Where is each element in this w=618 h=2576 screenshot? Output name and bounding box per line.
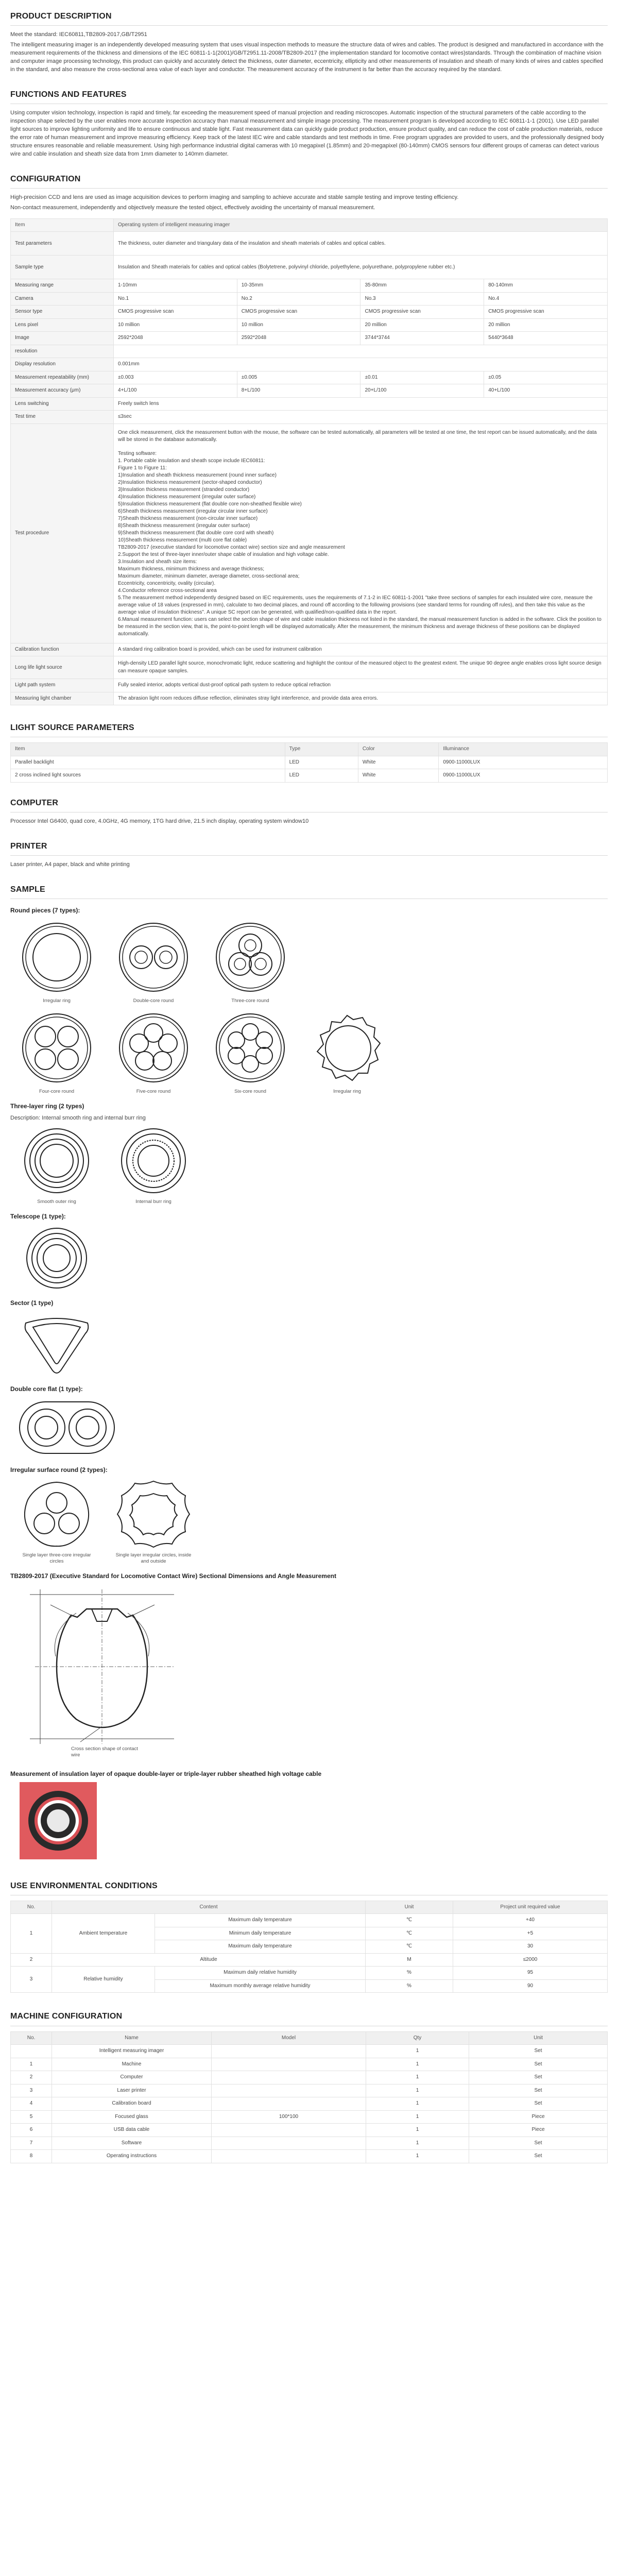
computer-body: Processor Intel G6400, quad core, 4.0GHz, 4G memory, 1TG hard drive, 21.5 inch display, operating system window10 [10,818,309,825]
procedure-line: 5)Insulation thickness measurement (flat double core non-sheathed flexible wire) [118,501,302,507]
irregular-surface-title: Irregular surface round (2 types): [10,1466,108,1474]
double-core-flat-row [15,1397,608,1459]
env-unit: % [366,1967,453,1980]
repeatability-cell: ±0.003 [114,371,237,384]
machine-cell [212,2137,366,2150]
test-procedure-label: Test procedure [11,423,114,643]
env-value: +40 [453,1914,608,1927]
light-cell: LED [285,769,358,783]
display-resolution-value: 0.001mm [114,358,608,371]
irregular-in-out-figure [112,1478,195,1550]
machine-config-title: MACHINE CONFIGURATION [10,2007,608,2026]
machine-cell [212,2084,366,2097]
env-content: Maximum daily relative humidity [155,1967,366,1980]
sensor-cell: CMOS progressive scan [360,306,484,319]
machine-cell: Set [469,2045,608,2058]
procedure-line: Eccentricity, concentricity, ovality (circular). [118,580,216,586]
product-description-body: The intelligent measuring imager is an independently developed measuring system that uses visual inspection methods to measure the structure data of wires and cables. The product is designed and manufactured in accordance with the measurement requirements of the thickness and dimensions of the IEC 60811-1-1(2001)/GB/T2951.11-2008/TB2809-2017 (the implementation standard for locomotive contact wires)standards. Through the combination of machine vision and computer image processing technology, this product can quickly and accurately detect the thickness, outer diameter, eccentricity, ellipticity and other measurements of insulation and sheath of many kinds of wires and cables specified in the standard, and also measure the cross-sectional area value of each layer and conductor. The measurement accuracy of the instrument is far better than the accuracy required by the standard. [10,42,604,73]
sample-figure [15,919,98,1004]
test-procedure-value [114,423,608,643]
image-cell: 2592*2048 [114,332,237,345]
figure-caption: Irregular ring [333,1089,361,1095]
machine-cell: Software [52,2137,212,2150]
machine-cell: Set [469,2058,608,2071]
standards-line: Meet the standard: IEC60811,TB2809-2017,GB/T2951 [10,31,147,38]
machine-row [11,2097,608,2111]
contact-wire-figure-wrap [20,1584,608,1759]
environment-title: USE ENVIRONMENTAL CONDITIONS [10,1877,608,1895]
environment-section [10,1877,608,1993]
machine-row [11,2150,608,2163]
machine-cell: 100*100 [212,2110,366,2124]
sample-figure [15,1125,98,1205]
env-header: Content [52,1901,366,1914]
figure-caption: Three-core round [231,997,269,1004]
measurement-title: Measurement of insulation layer of opaque double-layer or triple-layer rubber sheathed high voltage cable [10,1770,322,1778]
machine-cell: 3 [11,2084,52,2097]
machine-row [11,2045,608,2058]
light-path-value: Fully sealed interior, adopts vertical dust-proof optical path system to reduce optical refraction [114,679,608,692]
machine-cell: 7 [11,2137,52,2150]
machine-row [11,2071,608,2084]
light-cell: LED [285,756,358,769]
procedure-line: 1. Portable cable insulation and sheath scope include IEC60811: [118,457,265,464]
long-life-value: High-density LED parallel light source, monochromatic light, reduce scattering and highlight the contour of the measured object to the greatest extent. The unique 90 degree angle enables cross light source design can measure opaque samples. [114,656,608,679]
image-cell: 5440*3648 [484,332,608,345]
machine-cell: Focused glass [52,2110,212,2124]
env-no: 3 [11,1967,52,1993]
machine-cell: 6 [11,2124,52,2137]
env-unit: % [366,1979,453,1993]
sample-figure [112,919,195,1004]
light-cell: White [358,756,439,769]
measuring-range-cell: 1-10mm [114,279,237,293]
platform-value: The abrasion light room reduces diffuse reflection, eliminates stray light interference, and provide data area errors. [114,692,608,705]
env-group-label: Relative humidity [52,1967,155,1993]
sector-title: Sector (1 type) [10,1299,54,1307]
figure-caption: Smooth outer ring [37,1198,76,1205]
machine-header: Name [52,2031,212,2045]
procedure-line: Maximum diameter, minimum diameter, average diameter, cross-sectional area; [118,573,300,579]
accuracy-label: Measurement accuracy (μm) [11,384,114,398]
machine-cell [212,2097,366,2111]
sample-figure [112,1009,195,1095]
camera-cell: No.4 [484,292,608,306]
printer-body: Laser printer, A4 paper, black and white printing [10,861,130,868]
procedure-line: 10)Sheath thickness measurement (multi core flat cable) [118,537,247,543]
irregular-ring-2-figure [306,1009,388,1087]
config-header-value: Operating system of intelligent measuring imager [114,218,608,232]
machine-cell [11,2045,52,2058]
camera-cell: No.2 [237,292,360,306]
measuring-range-cell: 10-35mm [237,279,360,293]
sample-figure [15,1478,98,1565]
accuracy-cell: 4+L/100 [114,384,237,398]
irregular-surface-row [15,1478,608,1565]
internal-burr-ring-figure [112,1125,195,1197]
sensor-cell: CMOS progressive scan [114,306,237,319]
accuracy-cell: 40+L/100 [484,384,608,398]
machine-cell: 5 [11,2110,52,2124]
platform-label: Measuring light chamber [11,692,114,705]
lens-cell: 20 million [484,318,608,332]
machine-row [11,2110,608,2124]
light-header: Illuminance [439,743,608,756]
machine-cell: 1 [366,2150,469,2163]
camera-cell: No.3 [360,292,484,306]
configuration-intro-2: Non-contact measurement, independently and objectively measure the tested object, effectively avoiding the uncertainty of manual measurement. [10,204,375,211]
functions-body: Using computer vision technology, inspection is rapid and timely, far exceeding the measurement speed of manual projection and reading microscopes. Automatic inspection of the structural parameters of the cable according to the inspection shape selected by the user enables more accurate inspection accuracy than manual measurement and simple image processing. The measurement program is developed according to IEC 60811-1-1 (2001). Use LED parallel light sources to improve lighting uniformity and life to ensure continuous and stable light. Fast measurement data can quickly guide product production, ensure product quality, and can reduce the cost of cable production materials, reduce the error rate of human measurement and improve measuring efficiency. Keep track of the latest IEC wire and cable standards and test methods in time. Free program upgrades are provided to users, and the professionally designed body structure ensures reasonable and reliable measurement. Using high performance industrial digital cameras with 10 megapixel (1.85mm) and 20-megapixel (80-140mm) CMOS sensors four different groups of cameras can detect various wire and cable insulation and sheath size data from 1mm diameter to 140mm diameter. [10,110,604,157]
machine-cell: Laser printer [52,2084,212,2097]
procedure-line: 9)Sheath thickness measurement (flat double core cord with sheath) [118,530,274,536]
high-voltage-cable-figure [20,1782,97,1859]
round-row-2 [15,1009,608,1095]
env-unit: ℃ [366,1914,453,1927]
procedure-line: Maximum thickness, minimum thickness and average thickness; [118,566,264,572]
machine-cell: Calibration board [52,2097,212,2111]
machine-row [11,2137,608,2150]
machine-cell: Set [469,2137,608,2150]
camera-cell: No.1 [114,292,237,306]
measuring-range-cell: 35-80mm [360,279,484,293]
sample-figure [112,1478,195,1565]
sample-figure [15,1009,98,1095]
camera-label: Camera [11,292,114,306]
procedure-line: 7)Sheath thickness measurement (non-circular inner surface) [118,515,258,521]
telescope-title: Telescope (1 type): [10,1213,66,1221]
lens-cell: 10 million [114,318,237,332]
repeatability-cell: ±0.01 [360,371,484,384]
test-params-label: Test parameters [11,232,114,256]
printer-section [10,837,608,869]
machine-config-table [10,2031,608,2163]
resolution-label: resolution [11,345,114,358]
machine-cell: Set [469,2150,608,2163]
environment-table [10,1901,608,1993]
five-core-round-figure [112,1009,195,1087]
procedure-line: 3)Insulation thickness measurement (stranded conductor) [118,486,250,493]
double-core-flat-figure [15,1397,118,1459]
machine-cell: 1 [366,2110,469,2124]
machine-cell: 1 [366,2137,469,2150]
machine-cell: USB data cable [52,2124,212,2137]
computer-title: COMPUTER [10,794,608,812]
sample-type-value: Insulation and Sheath materials for cables and optical cables (Bolytetrene, polyvinyl chloride, polyethylene, polyurethane, polypropylene rubber etc.) [114,256,608,279]
computer-section [10,794,608,826]
three-core-round-figure [209,919,291,996]
machine-cell: Set [469,2071,608,2084]
product-description-section [10,7,608,74]
image-label: Image [11,332,114,345]
procedure-line: 6.Manual measurement function: users can select the section shape of wire and cable insulation thickness not listed in the standard, the manual measurement function is added in the software. Click the position to be measured in the section view, that is, the point-to-point length will be displayed automatically. After the measurement, the minimum thickness and average thickness of these positions can be displayed automatically. [118,616,602,637]
env-header: Unit [366,1901,453,1914]
machine-cell: Computer [52,2071,212,2084]
env-no: 2 [11,1953,52,1967]
env-content: Minimum daily temperature [155,1927,366,1940]
machine-cell: Set [469,2097,608,2111]
procedure-line: 2.Support the test of three-layer inner/outer shape cable of insulation and high voltage cable. [118,551,329,557]
machine-config-section [10,2007,608,2163]
irregular-ring-figure [15,919,98,996]
sample-figure [112,1125,195,1205]
contact-wire-caption: Cross section shape of contact wire [71,1745,138,1758]
procedure-line: 6)Sheath thickness measurement (irregular circular inner surface) [118,508,268,514]
env-value: 95 [453,1967,608,1980]
light-source-section [10,719,608,783]
machine-cell: Piece [469,2124,608,2137]
calibration-label: Calibration function [11,643,114,656]
light-source-table [10,742,608,783]
image-cell: 3744*3744 [360,332,484,345]
sample-figure [209,919,291,1004]
machine-cell: 1 [366,2124,469,2137]
sample-figure [209,1009,291,1095]
light-cell: White [358,769,439,783]
telescope-row [15,1225,608,1292]
round-pieces-title: Round pieces (7 types): [10,907,80,914]
env-unit: ℃ [366,1927,453,1940]
sample-figure [306,1009,388,1095]
machine-cell: Intelligent measuring imager [52,2045,212,2058]
env-no: 1 [11,1914,52,1954]
measurement-figure-wrap [20,1782,608,1862]
four-core-round-figure [15,1009,98,1087]
procedure-line: Testing software: [118,450,157,456]
measuring-range-label: Measuring range [11,279,114,293]
six-core-round-figure [209,1009,291,1087]
sample-title: SAMPLE [10,880,608,899]
repeatability-cell: ±0.005 [237,371,360,384]
configuration-table [10,218,608,706]
procedure-line: 1)Insulation and sheath thickness measurement (round inner surface) [118,472,277,478]
sensor-cell: CMOS progressive scan [237,306,360,319]
machine-cell: 8 [11,2150,52,2163]
figure-caption: Internal burr ring [135,1198,171,1205]
double-core-round-figure [112,919,195,996]
figure-caption: Irregular ring [43,997,71,1004]
machine-header: Unit [469,2031,608,2045]
lens-label: Lens pixel [11,318,114,332]
sample-figure [15,1397,118,1459]
env-value: +5 [453,1927,608,1940]
machine-header: No. [11,2031,52,2045]
env-content: Altitude [52,1953,366,1967]
env-header: No. [11,1901,52,1914]
sector-figure [15,1311,98,1378]
functions-section [10,86,608,159]
procedure-line: Figure 1 to Figure 11: [118,465,167,471]
product-description-title: PRODUCT DESCRIPTION [10,7,608,26]
procedure-line: 8)Sheath thickness measurement (irregular outer surface) [118,522,250,529]
figure-caption: Double-core round [133,997,174,1004]
machine-row [11,2058,608,2071]
machine-cell: Piece [469,2110,608,2124]
machine-cell [212,2124,366,2137]
machine-cell: Operating instructions [52,2150,212,2163]
machine-cell: 1 [366,2084,469,2097]
procedure-line: 5.The measurement method independently designed based on IEC requirements, uses the requirements of 7.1-2 in IEC 60811-1-2001 "take three sections of samples for each insulated wire core, measure the average value of 18 values (expressed in mm), calculate to two decimal places, and round off according to the following provisions (see standard terms for rounding off rules), and then take this value as the average value of insulation thickness". A unique SC report can be generated, with qualified/non-qualified data in the report. [118,595,593,615]
machine-header: Qty [366,2031,469,2045]
lens-switching-value: Freely switch lens [114,397,608,411]
sector-row [15,1311,608,1378]
light-source-title: LIGHT SOURCE PARAMETERS [10,719,608,737]
figure-caption: Six-core round [234,1089,266,1095]
sensor-cell: CMOS progressive scan [484,306,608,319]
machine-cell [212,2071,366,2084]
procedure-intro: One click measurement, click the measurement button with the mouse, the software can be tested automatically, all parameters will be tested at one time, the test report can be issued automatically, and the data will be stored in the database automatically. [118,429,597,443]
sample-figure [15,1225,98,1292]
env-content: Maximum daily temperature [155,1940,366,1954]
printer-title: PRINTER [10,837,608,856]
image-cell: 2592*2048 [237,332,360,345]
resolution-empty [114,345,608,358]
sample-type-label: Sample type [11,256,114,279]
procedure-list [118,450,603,638]
test-params-value: The thickness, outer diameter and triangulary data of the insulation and sheath materials of cables and optical cables. [114,232,608,256]
machine-row [11,2124,608,2137]
light-header: Color [358,743,439,756]
measuring-range-cell: 80-140mm [484,279,608,293]
repeatability-cell: ±0.05 [484,371,608,384]
sensor-label: Sensor type [11,306,114,319]
three-core-irregular-figure [15,1478,98,1550]
procedure-line: 4)Insulation thickness measurement (irregular outer surface) [118,494,256,500]
three-layer-row [15,1125,608,1205]
double-core-flat-title: Double core flat (1 type): [10,1385,83,1393]
sample-figure [15,1311,98,1378]
machine-cell: Set [469,2084,608,2097]
figure-caption: Five-core round [136,1089,171,1095]
light-cell: 2 cross inclined light sources [11,769,285,783]
three-layer-description: Description: Internal smooth ring and internal burr ring [10,1114,146,1121]
light-header: Type [285,743,358,756]
light-path-label: Light path system [11,679,114,692]
light-header: Item [11,743,285,756]
machine-cell [212,2058,366,2071]
machine-cell: 1 [366,2097,469,2111]
accuracy-cell: 20+L/100 [360,384,484,398]
lens-switching-label: Lens switching [11,397,114,411]
configuration-section [10,170,608,706]
repeatability-label: Measurement repeatability (mm) [11,371,114,384]
lens-cell: 20 million [360,318,484,332]
calibration-value: A standard ring calibration board is provided, which can be used for instrument calibration [114,643,608,656]
sample-section [10,880,608,1862]
figure-caption: Single layer irregular circles, inside and outside [115,1552,192,1565]
long-life-label: Long life light source [11,656,114,679]
smooth-outer-ring-figure [15,1125,98,1197]
display-resolution-label: Display resolution [11,358,114,371]
figure-caption: Single layer three-core irregular circles [22,1552,91,1565]
machine-cell: 1 [11,2058,52,2071]
env-group-label: Ambient temperature [52,1914,155,1954]
machine-cell: 1 [366,2045,469,2058]
procedure-line: 4.Conductor reference cross-sectional area [118,587,217,594]
configuration-title: CONFIGURATION [10,170,608,189]
accuracy-cell: 8+L/100 [237,384,360,398]
test-time-label: Test time [11,411,114,424]
procedure-line: 2)Insulation thickness measurement (sector-shaped conductor) [118,479,262,485]
env-unit: M [366,1953,453,1967]
env-value: 30 [453,1940,608,1954]
machine-header: Model [212,2031,366,2045]
test-time-value: ≤3sec [114,411,608,424]
env-unit: ℃ [366,1940,453,1954]
figure-caption: Four-core round [39,1089,75,1095]
machine-cell: 2 [11,2071,52,2084]
machine-cell: 1 [366,2058,469,2071]
tb-standard-title: TB2809-2017 (Executive Standard for Locomotive Contact Wire) Sectional Dimensions and Angle Measurement [10,1572,336,1580]
env-value: ≤2000 [453,1953,608,1967]
config-header-item: Item [11,218,114,232]
configuration-intro: High-precision CCD and lens are used as image acquisition devices to perform imaging and sampling to achieve accurate and stable sample testing and improve testing efficiency. [10,194,459,200]
machine-cell [212,2150,366,2163]
machine-row [11,2084,608,2097]
light-cell: 0900-11000LUX [439,769,608,783]
procedure-line: TB2809-2017 (executive standard for locomotive contact wire) section size and angle measurement [118,544,345,550]
telescope-figure [15,1225,98,1292]
machine-cell: 1 [366,2071,469,2084]
env-content: Maximum daily temperature [155,1914,366,1927]
lens-cell: 10 million [237,318,360,332]
env-header: Project unit required value [453,1901,608,1914]
machine-cell: 4 [11,2097,52,2111]
machine-cell: Machine [52,2058,212,2071]
light-cell: Parallel backlight [11,756,285,769]
three-layer-title: Three-layer ring (2 types) [10,1103,84,1110]
light-cell: 0900-11000LUX [439,756,608,769]
machine-cell [212,2045,366,2058]
env-content: Maximum monthly average relative humidity [155,1979,366,1993]
round-row-1 [15,919,608,1004]
functions-title: FUNCTIONS AND FEATURES [10,86,608,104]
env-value: 90 [453,1979,608,1993]
procedure-line: 3.Insulation and sheath size items: [118,558,197,565]
contact-wire-cross-section-figure [20,1584,184,1754]
